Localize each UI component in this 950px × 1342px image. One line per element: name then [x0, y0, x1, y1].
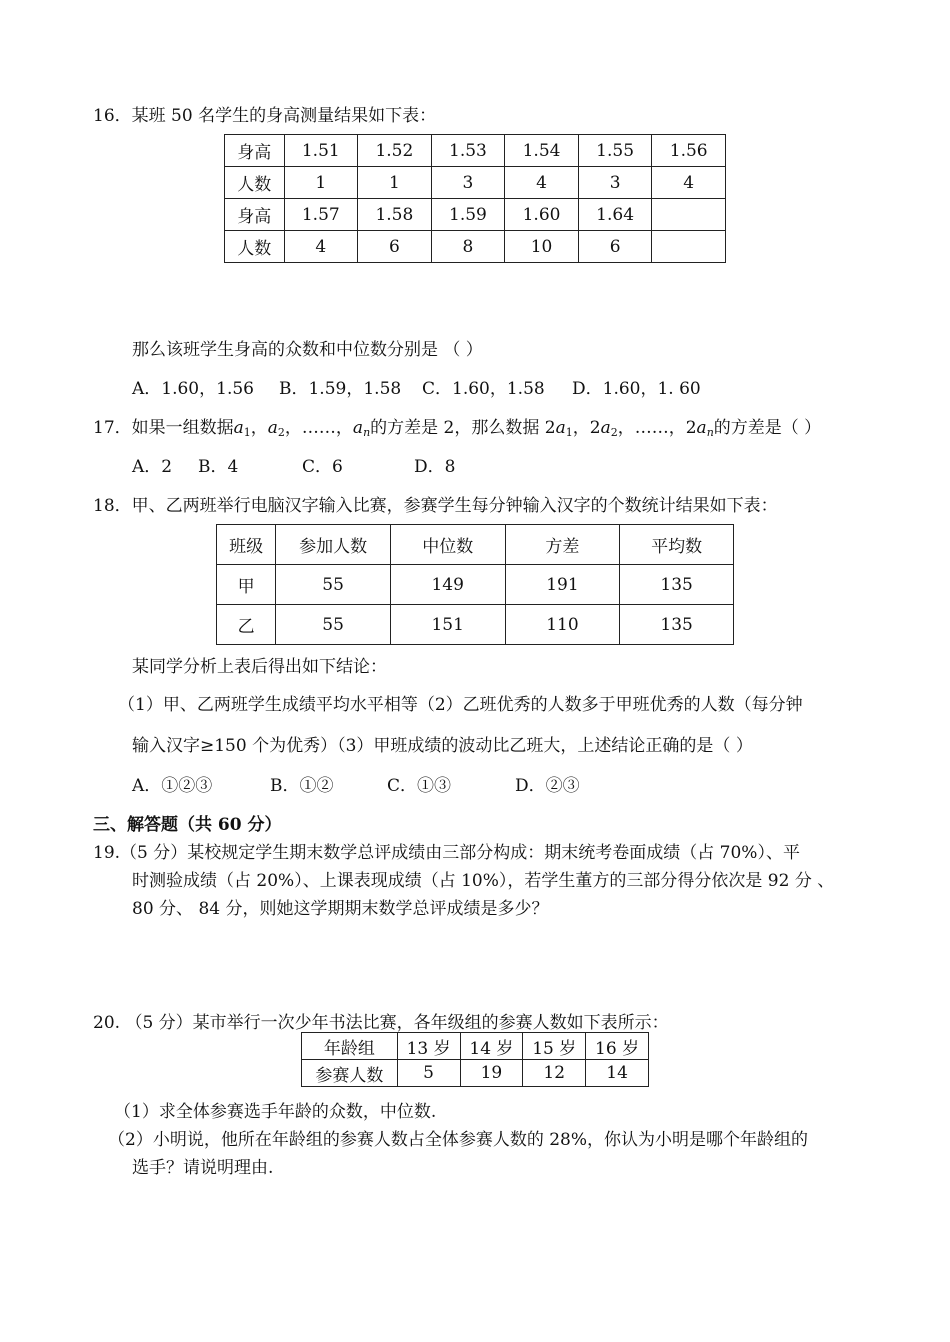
q17-option-d: D．8 [414, 457, 456, 477]
q16-option-a: A．1.60，1.56 [132, 379, 254, 399]
q20-age-table [301, 1032, 649, 1087]
table-cell: 4 [505, 167, 579, 199]
q18-option-b: B．①② [270, 776, 334, 796]
table-cell: 5 [397, 1060, 460, 1087]
q18-option-d: D．②③ [515, 776, 580, 796]
table-cell: 平均数 [620, 525, 734, 565]
table-cell: 身高 [225, 199, 285, 231]
table-cell: 参赛人数 [302, 1060, 398, 1087]
table-row [225, 231, 726, 263]
table-cell: 55 [276, 565, 391, 605]
table-cell: 1.58 [358, 199, 432, 231]
table-cell: 3 [431, 167, 505, 199]
table-cell: 方差 [505, 525, 620, 565]
table-cell: 19 [460, 1060, 523, 1087]
table-cell: 14 [586, 1060, 649, 1087]
q16-option-d: D．1.60，1. 60 [572, 379, 701, 399]
table-cell: 1.57 [284, 199, 358, 231]
table-cell [652, 231, 726, 263]
table-cell: 1.54 [505, 135, 579, 167]
table-cell: 13 岁 [397, 1033, 460, 1060]
table-cell: 4 [284, 231, 358, 263]
table-cell: 16 岁 [586, 1033, 649, 1060]
q18-conclusion-line1: （1）甲、乙两班学生成绩平均水平相等（2）乙班优秀的人数多于甲班优秀的人数（每分钟 [118, 695, 803, 715]
table-cell: 1.59 [431, 199, 505, 231]
q18-stem: 18．甲、乙两班举行电脑汉字输入比赛，参赛学生每分钟输入汉字的个数统计结果如下表： [93, 496, 778, 516]
table-cell: 参加人数 [276, 525, 391, 565]
table-cell: 1.56 [652, 135, 726, 167]
table-cell: 1.55 [578, 135, 652, 167]
table-cell: 6 [578, 231, 652, 263]
table-cell: 8 [431, 231, 505, 263]
q18-conclusion-line2: 输入汉字≥150 个为优秀）（3）甲班成绩的波动比乙班大，上述结论正确的是（ ） [132, 736, 753, 756]
table-cell: 1.51 [284, 135, 358, 167]
table-cell: 135 [620, 565, 734, 605]
table-cell [652, 199, 726, 231]
table-row [225, 167, 726, 199]
q16-stem: 16．某班 50 名学生的身高测量结果如下表： [93, 106, 437, 126]
q17-option-a: A．2 [132, 457, 173, 477]
table-row [217, 525, 734, 565]
table-cell: 人数 [225, 167, 285, 199]
table-cell: 1 [358, 167, 432, 199]
table-cell: 55 [276, 605, 391, 645]
table-cell: 1.52 [358, 135, 432, 167]
table-cell: 3 [578, 167, 652, 199]
table-cell: 1 [284, 167, 358, 199]
table-row [302, 1033, 649, 1060]
table-cell: 151 [390, 605, 505, 645]
table-row [217, 605, 734, 645]
table-cell: 身高 [225, 135, 285, 167]
q19-line1: 19.（5 分）某校规定学生期末数学总评成绩由三部分构成：期末统考卷面成绩（占 70%）、平 [93, 843, 800, 863]
q18-typing-table [216, 524, 734, 645]
table-row [225, 199, 726, 231]
table-cell: 1.60 [505, 199, 579, 231]
q18-analysis: 某同学分析上表后得出如下结论： [132, 657, 387, 677]
table-cell: 149 [390, 565, 505, 605]
table-row [217, 565, 734, 605]
q17-stem: 17．如果一组数据$a_1$，$a_2$，……，$a_n$的方差是 2，那么数据 $2a_1$，$2a_2$，……，$2a_n$的方差是（ ） [93, 418, 822, 439]
q17-option-c: C．6 [302, 457, 343, 477]
table-cell: 中位数 [390, 525, 505, 565]
q18-option-a: A．①②③ [132, 776, 213, 796]
table-cell: 135 [620, 605, 734, 645]
q20-part1: （1）求全体参赛选手年龄的众数，中位数. [114, 1102, 437, 1122]
q16-option-c: C．1.60，1.58 [422, 379, 545, 399]
q20-part2-line2: 选手？请说明理由. [132, 1158, 274, 1178]
table-cell: 10 [505, 231, 579, 263]
table-row [225, 135, 726, 167]
q19-line3: 80 分、 84 分，则她这学期期末数学总评成绩是多少？ [132, 899, 549, 919]
table-cell: 1.64 [578, 199, 652, 231]
section-title: 三、解答题（共 60 分） [93, 815, 282, 835]
q18-option-c: C．①③ [387, 776, 452, 796]
table-cell: 人数 [225, 231, 285, 263]
table-cell: 班级 [217, 525, 276, 565]
table-cell: 191 [505, 565, 620, 605]
q20-stem: 20. （5 分）某市举行一次少年书法比赛，各年级组的参赛人数如下表所示： [93, 1013, 669, 1033]
table-cell: 12 [523, 1060, 586, 1087]
table-cell: 年龄组 [302, 1033, 398, 1060]
q19-line2: 时测验成绩（占 20%）、上课表现成绩（占 10%），若学生董方的三部分得分依次是 92 分 、 [132, 871, 835, 891]
table-cell: 甲 [217, 565, 276, 605]
table-cell: 14 岁 [460, 1033, 523, 1060]
q16-question: 那么该班学生身高的众数和中位数分别是 （ ） [132, 340, 483, 360]
q17-option-b: B．4 [198, 457, 239, 477]
table-cell: 1.53 [431, 135, 505, 167]
q16-option-b: B．1.59，1.58 [279, 379, 402, 399]
q16-height-table [224, 134, 726, 263]
table-cell: 4 [652, 167, 726, 199]
table-row [302, 1060, 649, 1087]
table-cell: 乙 [217, 605, 276, 645]
q20-part2-line1: （2）小明说，他所在年龄组的参赛人数占全体参赛人数的 28%，你认为小明是哪个年龄组的 [108, 1130, 809, 1150]
table-cell: 6 [358, 231, 432, 263]
table-cell: 110 [505, 605, 620, 645]
table-cell: 15 岁 [523, 1033, 586, 1060]
